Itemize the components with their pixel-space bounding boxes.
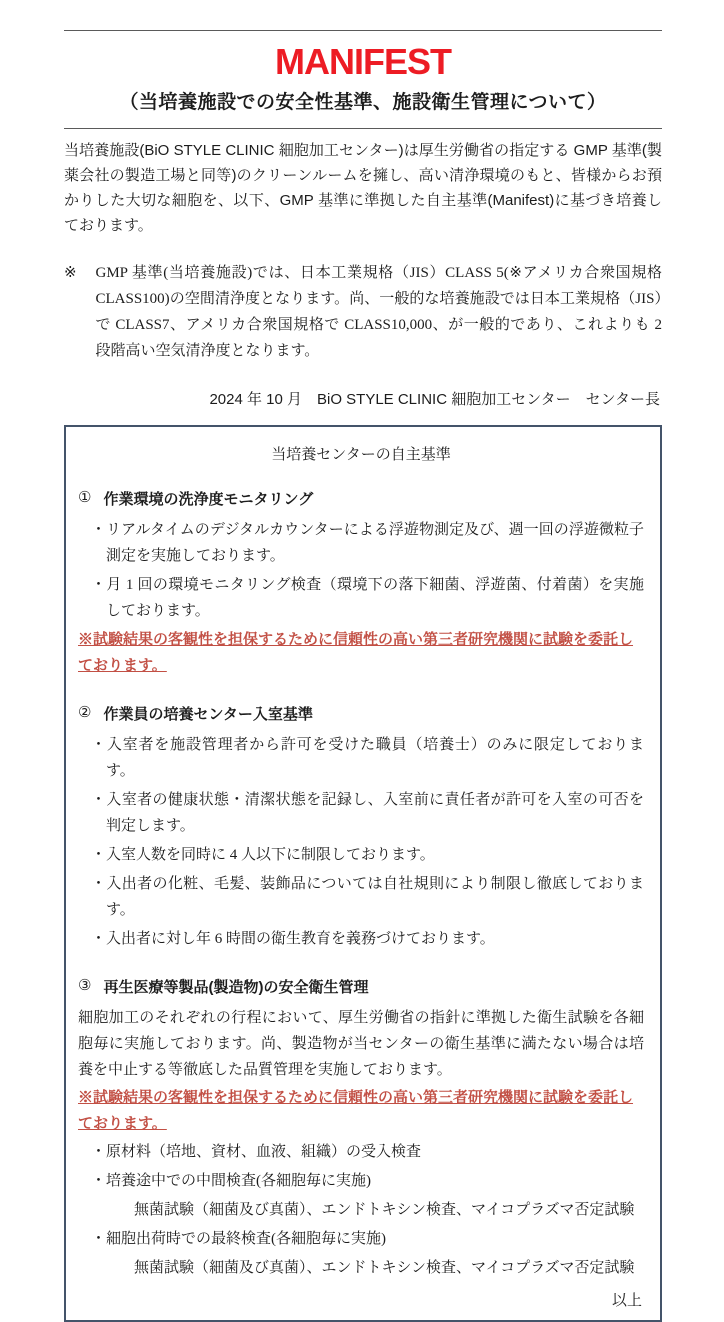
bullet-item: ・培養途中での中間検査(各細胞毎に実施) <box>91 1173 371 1189</box>
top-rule <box>64 30 662 31</box>
note-paragraph <box>64 260 662 364</box>
bullet-item: ・入出者の化粧、毛髪、装飾品については自社規則により制限し徹底しております。 <box>91 876 644 918</box>
closing-text: 以上 <box>611 1293 642 1309</box>
section-heading: 作業員の培養センター入室基準 <box>103 706 313 723</box>
bullet-item: ・入出者に対し年 6 時間の衛生教育を義務づけております。 <box>91 931 495 947</box>
section-entry-standards <box>78 703 644 952</box>
note-marker: ※ <box>64 265 77 281</box>
detail-line: 無菌試験（細菌及び真菌）、エンドトキシン検査、マイコプラズマ否定試験 <box>134 1260 635 1276</box>
detail-line: 無菌試験（細菌及び真菌）、エンドトキシン検査、マイコプラズマ否定試験 <box>134 1202 635 1218</box>
section-number: ③ <box>78 977 92 994</box>
section-paragraph: 細胞加工のそれぞれの行程において、厚生労働省の指針に準拠した衛生試験を各細胞毎に実施しております。尚、製造物が当センターの衛生基準に満たない場合は培養を中止する等徹底した品質管理を実施しております。 <box>78 1010 644 1078</box>
intro-paragraph: 当培養施設(BiO STYLE CLINIC 細胞加工センター)は厚生労働省の指定する GMP 基準(製薬会社の製造工場と同等)のクリーンルームを擁し、高い清浄環境のもと、皆様からお預かりした大切な細胞を、以下、GMP 基準に準拠した自主基準(Manifest)に基づき培養しております。 <box>64 142 662 234</box>
standards-box <box>64 425 662 1322</box>
page-title: MANIFEST <box>275 41 451 82</box>
bullet-item: ・月 1 回の環境モニタリング検査（環境下の落下細菌、浮遊菌、付着菌）を実施しております。 <box>91 577 644 619</box>
bullet-item: ・入室者の健康状態・清潔状態を記録し、入室前に責任者が許可を入室の可否を判定します。 <box>91 792 644 834</box>
header-rule <box>64 128 662 129</box>
section-number: ② <box>78 704 92 721</box>
section-bullets <box>78 1139 644 1281</box>
bullet-item: ・入室者を施設管理者から許可を受けた職員（培養士）のみに限定しております。 <box>91 737 644 779</box>
bullet-item: ・入室人数を同時に 4 人以下に制限しております。 <box>91 847 435 863</box>
note-text: GMP 基準(当培養施設)では、日本工業規格（JIS）CLASS 5(※アメリカ合衆国規格 CLASS100)の空間清浄度となります。尚、一般的な培養施設では日本工業規格（JIS）で CLASS7、アメリカ合衆国規格で CLASS10,000、が一般的であり、これよりも 2 段階高い空気清浄度となります。 <box>95 265 662 359</box>
bullet-item: ・原材料（培地、資材、血液、組織）の受入検査 <box>91 1144 422 1160</box>
page-subtitle: （当培養施設での安全性基準、施設衛生管理について） <box>119 92 607 113</box>
warning-note: ※試験結果の客観性を担保するために信頼性の高い第三者研究機関に試験を委託しております。 <box>78 1090 634 1132</box>
bullet-item: ・リアルタイムのデジタルカウンターによる浮遊物測定及び、週一回の浮遊微粒子測定を実施しております。 <box>91 522 644 564</box>
section-bullets <box>78 732 644 952</box>
section-work-environment <box>78 488 644 679</box>
dateline: 2024 年 10 月 BiO STYLE CLINIC 細胞加工センター センター長 <box>209 391 660 408</box>
section-product-safety <box>78 976 644 1281</box>
bullet-item: ・細胞出荷時での最終検査(各細胞毎に実施) <box>91 1231 386 1247</box>
warning-note: ※試験結果の客観性を担保するために信頼性の高い第三者研究機関に試験を委託しております。 <box>78 632 634 674</box>
box-title: 当培養センターの自主基準 <box>271 446 451 463</box>
section-number: ① <box>78 489 92 506</box>
section-bullets <box>78 517 644 624</box>
section-heading: 再生医療等製品(製造物)の安全衛生管理 <box>103 979 369 996</box>
section-heading: 作業環境の洗浄度モニタリング <box>103 491 314 508</box>
section-heading-row <box>78 703 644 724</box>
section-heading-row <box>78 488 644 509</box>
section-heading-row <box>78 976 644 997</box>
